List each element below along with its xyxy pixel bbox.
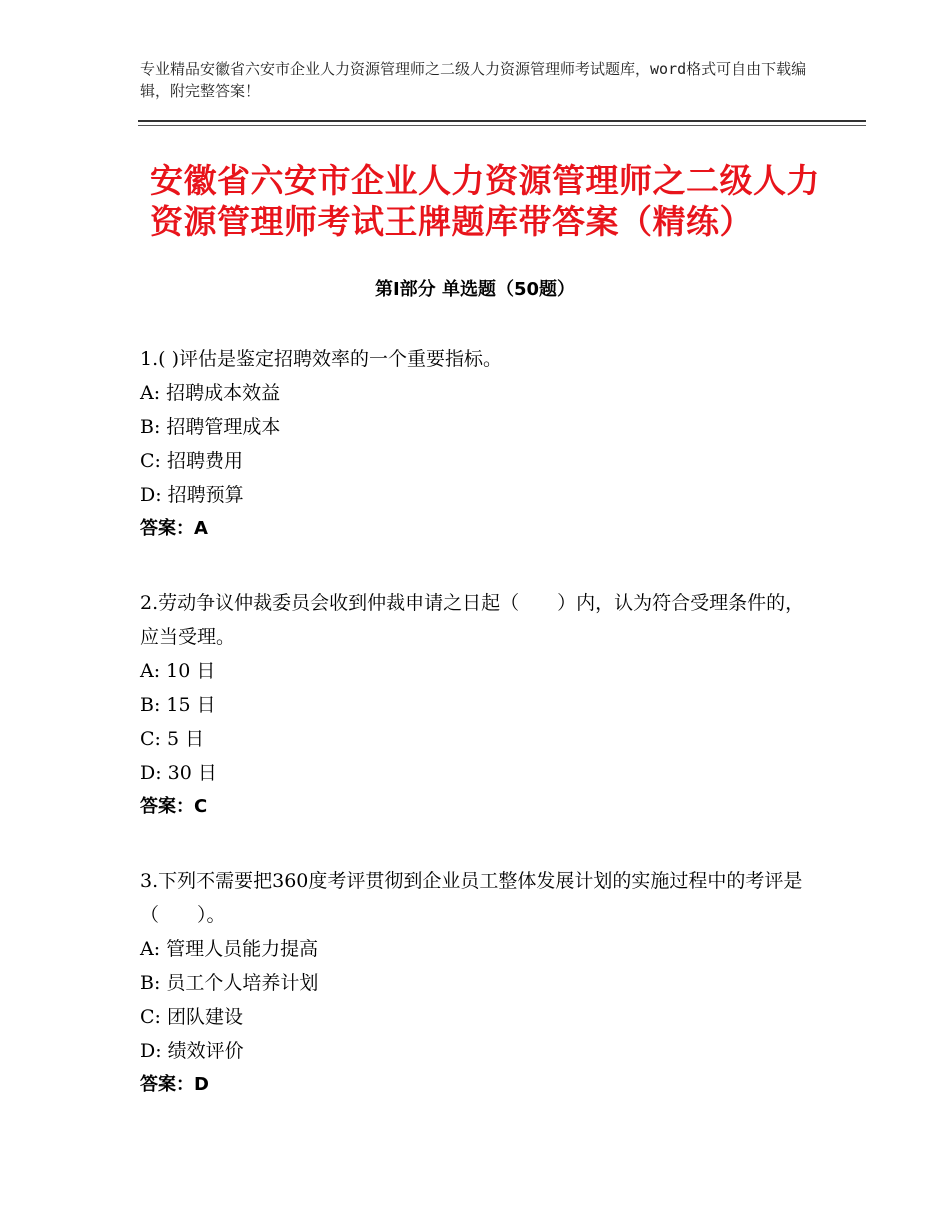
option-c: C: 团队建设 [140,1006,243,1028]
option-a: A: 招聘成本效益 [140,382,281,404]
answer-line: 答案：A [140,518,208,539]
question-2 [140,586,820,824]
question-stem: 1.( )评估是鉴定招聘效率的一个重要指标。 [140,348,502,370]
option-a: A: 管理人员能力提高 [140,938,319,960]
document-title: 安徽省六安市企业人力资源管理师之二级人力资源管理师考试王牌题库带答案（精练） [150,161,820,241]
header-divider-thick [138,120,866,122]
section-title: 第Ⅰ部分 单选题（50题） [374,279,575,300]
option-b: B: 招聘管理成本 [140,416,281,438]
option-c: C: 招聘费用 [140,450,243,472]
header-note: 专业精品安徽省六安市企业人力资源管理师之二级人力资源管理师考试题库，word格式可自由下载编辑，附完整答案！ [140,60,807,100]
question-stem: 3.下列不需要把360度考评贯彻到企业员工整体发展计划的实施过程中的考评是（ ）。 [140,870,803,926]
question-1 [140,342,820,546]
option-b: B: 15 日 [140,694,216,716]
question-stem: 2.劳动争议仲裁委员会收到仲裁申请之日起（ ）内，认为符合受理条件的，应当受理。 [140,592,805,648]
answer-line: 答案：C [140,796,208,817]
option-d: D: 招聘预算 [140,484,244,506]
question-list [140,342,820,1142]
answer-line: 答案：D [140,1074,209,1095]
header-divider-thin [138,125,866,126]
option-a: A: 10 日 [140,660,216,682]
question-3 [140,864,820,1102]
option-b: B: 员工个人培养计划 [140,972,319,994]
option-d: D: 30 日 [140,762,217,784]
option-c: C: 5 日 [140,728,205,750]
option-d: D: 绩效评价 [140,1040,244,1062]
